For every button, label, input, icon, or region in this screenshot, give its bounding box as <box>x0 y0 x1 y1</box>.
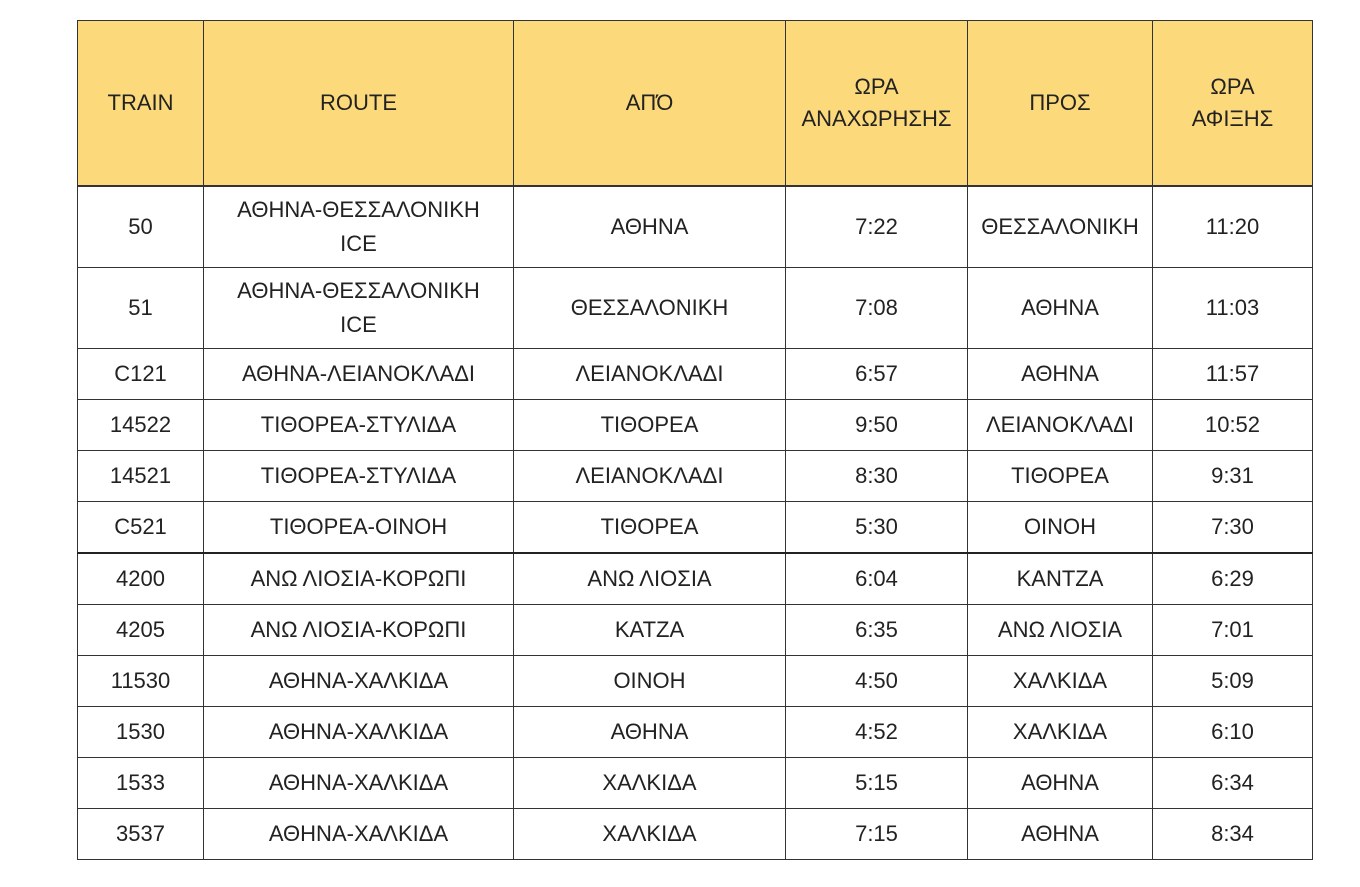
header-arrival-time <box>1153 21 1313 187</box>
cell-departure-time: 8:30 <box>786 451 968 502</box>
cell-arrival-time: 8:34 <box>1153 809 1313 860</box>
table-row <box>78 758 1313 809</box>
route-line1: ΑΘΗΝΑ-ΛΕΙΑΝΟΚΛΑΔΙ <box>241 361 476 386</box>
cell-departure-time: 4:50 <box>786 656 968 707</box>
header-departure-line2: ΑΝΑΧΩΡΗΣΗΣ <box>801 106 952 131</box>
cell-to: ΧΑΛΚΙΔΑ <box>968 707 1153 758</box>
cell-train: 14521 <box>78 451 204 502</box>
table-row <box>78 502 1313 554</box>
header-row <box>78 21 1313 187</box>
cell-to: ΑΘΗΝΑ <box>968 758 1153 809</box>
cell-train: 3537 <box>78 809 204 860</box>
table-row <box>78 400 1313 451</box>
header-arrival-line1: ΩΡΑ <box>1210 74 1255 99</box>
cell-route <box>204 502 514 554</box>
header-arrival-line2: ΑΦΙΞΗΣ <box>1191 106 1274 131</box>
cell-from: ΧΑΛΚΙΔΑ <box>514 809 786 860</box>
table-row <box>78 809 1313 860</box>
cell-arrival-time: 9:31 <box>1153 451 1313 502</box>
cell-arrival-time: 10:52 <box>1153 400 1313 451</box>
route-line1: ΑΘΗΝΑ-ΧΑΛΚΙΔΑ <box>268 770 449 795</box>
cell-train: 4205 <box>78 605 204 656</box>
cell-to: ΑΘΗΝΑ <box>968 349 1153 400</box>
route-line2: ICE <box>340 231 377 256</box>
cell-route <box>204 605 514 656</box>
table-row <box>78 268 1313 349</box>
schedule-sheet <box>77 20 1312 860</box>
cell-departure-time: 7:22 <box>786 186 968 268</box>
header-departure-time <box>786 21 968 187</box>
train-schedule-table <box>77 20 1313 860</box>
cell-route <box>204 809 514 860</box>
cell-departure-time: 6:04 <box>786 553 968 605</box>
cell-departure-time: 6:35 <box>786 605 968 656</box>
table-row <box>78 349 1313 400</box>
cell-train: 1530 <box>78 707 204 758</box>
route-line1: ΤΙΘΟΡΕΑ-ΣΤΥΛΙΔΑ <box>260 412 457 437</box>
route-line1: ΑΘΗΝΑ-ΧΑΛΚΙΔΑ <box>268 668 449 693</box>
cell-train: 11530 <box>78 656 204 707</box>
cell-from: ΑΝΩ ΛΙΟΣΙΑ <box>514 553 786 605</box>
header-from: ΑΠΌ <box>514 21 786 187</box>
cell-route <box>204 268 514 349</box>
cell-route <box>204 400 514 451</box>
route-line1: ΑΘΗΝΑ-ΘΕΣΣΑΛΟΝΙΚΗ <box>237 197 480 222</box>
cell-train: C121 <box>78 349 204 400</box>
cell-arrival-time: 6:10 <box>1153 707 1313 758</box>
cell-to: ΧΑΛΚΙΔΑ <box>968 656 1153 707</box>
cell-departure-time: 5:30 <box>786 502 968 554</box>
header-route: ROUTE <box>204 21 514 187</box>
cell-to: ΑΝΩ ΛΙΟΣΙΑ <box>968 605 1153 656</box>
cell-departure-time: 4:52 <box>786 707 968 758</box>
cell-route <box>204 451 514 502</box>
cell-train: 1533 <box>78 758 204 809</box>
cell-arrival-time: 7:01 <box>1153 605 1313 656</box>
cell-arrival-time: 5:09 <box>1153 656 1313 707</box>
cell-from: ΘΕΣΣΑΛΟΝΙΚΗ <box>514 268 786 349</box>
cell-route <box>204 186 514 268</box>
cell-route <box>204 656 514 707</box>
table-row <box>78 451 1313 502</box>
header-departure-line1: ΩΡΑ <box>854 74 899 99</box>
table-row <box>78 707 1313 758</box>
cell-to: ΘΕΣΣΑΛΟΝΙΚΗ <box>968 186 1153 268</box>
route-line1: ΑΝΩ ΛΙΟΣΙΑ-ΚΟΡΩΠΙ <box>250 566 467 591</box>
cell-departure-time: 7:15 <box>786 809 968 860</box>
cell-from: ΤΙΘΟΡΕΑ <box>514 400 786 451</box>
table-header <box>78 21 1313 187</box>
cell-train: 51 <box>78 268 204 349</box>
table-body <box>78 186 1313 860</box>
cell-arrival-time: 11:57 <box>1153 349 1313 400</box>
cell-arrival-time: 7:30 <box>1153 502 1313 554</box>
route-line1: ΑΝΩ ΛΙΟΣΙΑ-ΚΟΡΩΠΙ <box>250 617 467 642</box>
cell-from: ΛΕΙΑΝΟΚΛΑΔΙ <box>514 451 786 502</box>
cell-arrival-time: 11:03 <box>1153 268 1313 349</box>
cell-from: ΟΙΝΟΗ <box>514 656 786 707</box>
cell-route <box>204 553 514 605</box>
cell-to: ΚΑΝΤΖΑ <box>968 553 1153 605</box>
cell-departure-time: 9:50 <box>786 400 968 451</box>
cell-arrival-time: 6:34 <box>1153 758 1313 809</box>
cell-to: ΤΙΘΟΡΕΑ <box>968 451 1153 502</box>
cell-arrival-time: 11:20 <box>1153 186 1313 268</box>
cell-route <box>204 707 514 758</box>
cell-to: ΟΙΝΟΗ <box>968 502 1153 554</box>
cell-to: ΑΘΗΝΑ <box>968 809 1153 860</box>
route-line1: ΤΙΘΟΡΕΑ-ΟΙΝΟΗ <box>269 514 448 539</box>
cell-from: ΑΘΗΝΑ <box>514 186 786 268</box>
cell-from: ΛΕΙΑΝΟΚΛΑΔΙ <box>514 349 786 400</box>
cell-train: 4200 <box>78 553 204 605</box>
route-line1: ΑΘΗΝΑ-ΘΕΣΣΑΛΟΝΙΚΗ <box>237 278 480 303</box>
cell-train: C521 <box>78 502 204 554</box>
cell-to: ΑΘΗΝΑ <box>968 268 1153 349</box>
cell-from: ΑΘΗΝΑ <box>514 707 786 758</box>
cell-to: ΛΕΙΑΝΟΚΛΑΔΙ <box>968 400 1153 451</box>
cell-departure-time: 5:15 <box>786 758 968 809</box>
cell-train: 14522 <box>78 400 204 451</box>
table-row <box>78 553 1313 605</box>
cell-departure-time: 7:08 <box>786 268 968 349</box>
table-row <box>78 605 1313 656</box>
route-line1: ΑΘΗΝΑ-ΧΑΛΚΙΔΑ <box>268 821 449 846</box>
table-row <box>78 656 1313 707</box>
route-line1: ΤΙΘΟΡΕΑ-ΣΤΥΛΙΔΑ <box>260 463 457 488</box>
cell-arrival-time: 6:29 <box>1153 553 1313 605</box>
cell-from: ΚΑΤΖΑ <box>514 605 786 656</box>
table-row <box>78 186 1313 268</box>
route-line2: ICE <box>340 312 377 337</box>
cell-route <box>204 758 514 809</box>
cell-train: 50 <box>78 186 204 268</box>
header-to: ΠΡΟΣ <box>968 21 1153 187</box>
cell-from: ΧΑΛΚΙΔΑ <box>514 758 786 809</box>
route-line1: ΑΘΗΝΑ-ΧΑΛΚΙΔΑ <box>268 719 449 744</box>
cell-from: ΤΙΘΟΡΕΑ <box>514 502 786 554</box>
cell-route <box>204 349 514 400</box>
cell-departure-time: 6:57 <box>786 349 968 400</box>
header-train: TRAIN <box>78 21 204 187</box>
